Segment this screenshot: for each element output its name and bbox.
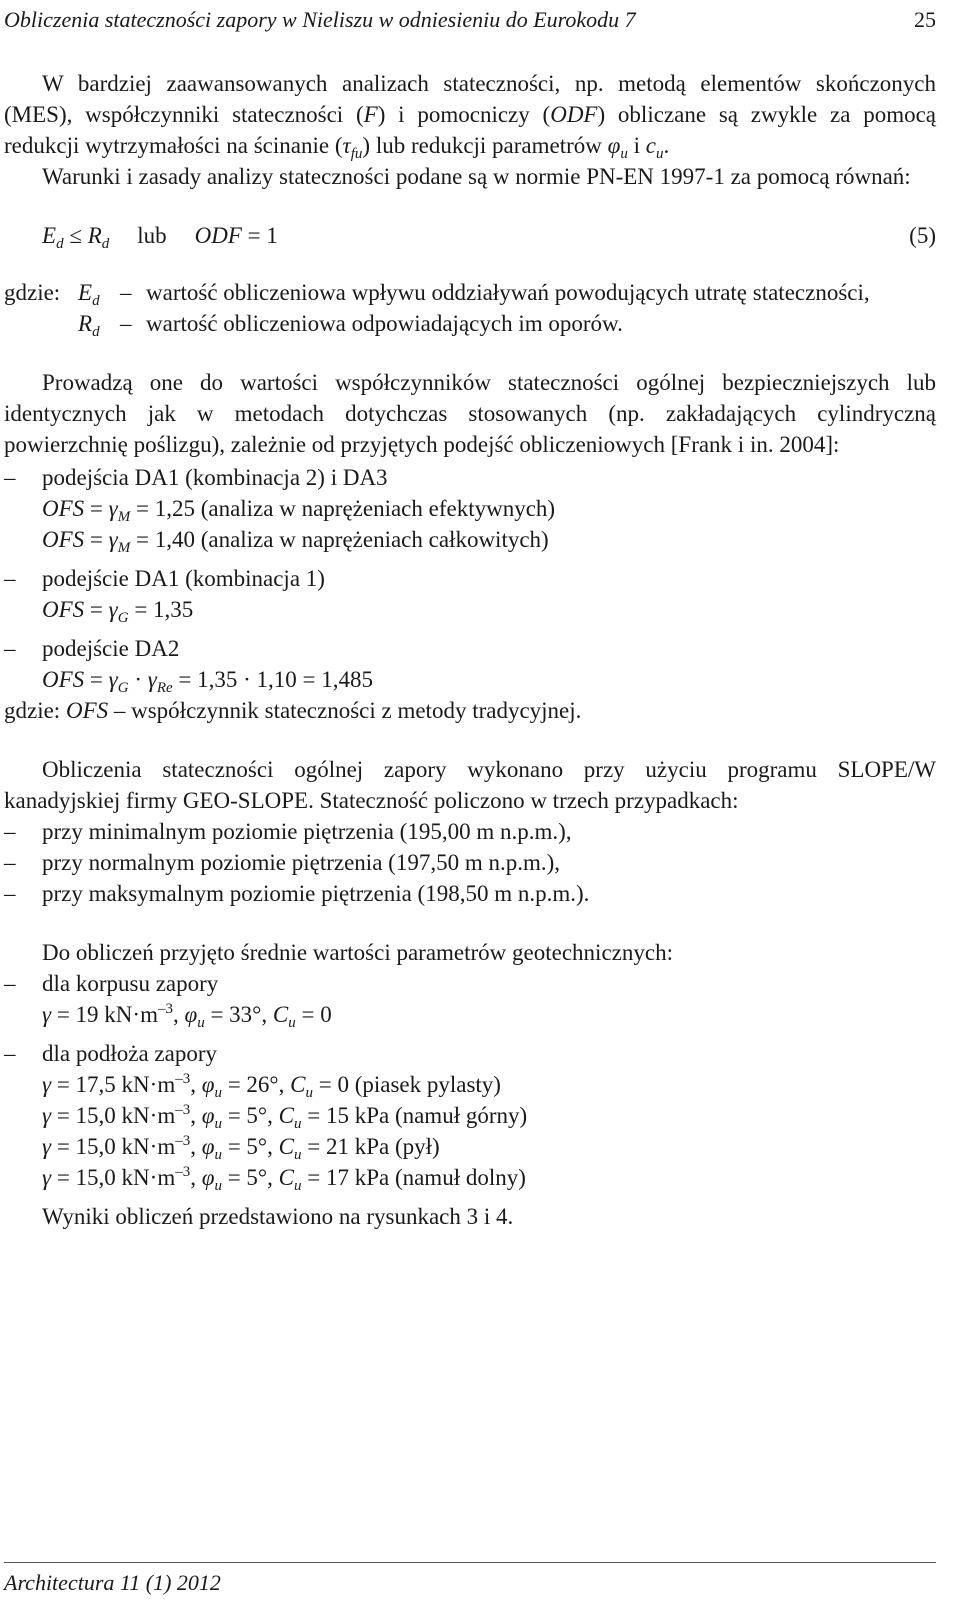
formula-line: OFS = $\gamma_M = 1,25$ (analiza w naprężeniach efektywnych)	[42, 496, 556, 525]
list-item: – przy maksymalnym poziomie piętrzenia (198,50 m n.p.m.).	[4, 881, 590, 906]
formula-line: γ = 17,5 $kN\cdot m^{-3}$, $\varphi_u = 26^\circ$, $C_u = 0$ (piasek pylasty)	[42, 1071, 501, 1101]
page-number: 25	[914, 7, 936, 32]
running-title: Obliczenia stateczności zapory w Nieliszu w odniesieniu do Eurokodu 7	[4, 7, 636, 32]
where-definition: wartość obliczeniowa wpływu oddziaływań powodujących utratę stateczności,	[146, 280, 870, 305]
approach-list	[4, 462, 936, 695]
list-item: – podejście DA2	[4, 636, 180, 661]
closing-sentence: Wyniki obliczeń przedstawiono na rysunkach 3 i 4.	[42, 1204, 514, 1229]
list-item: – podejście DA1 (kombinacja 1)	[4, 566, 325, 591]
paragraph-approaches: Prowadzą one do wartości współczynników stateczności ogólnej bezpieczniejszych lub identycznych jak w metodach dotychczas stosowanych (np. zakładających cylindryczną powierzchnię poślizgu), zależnie od przyjętych podejść obliczeniowych [Frank i in. 2004]:	[4, 370, 936, 457]
running-header	[4, 0, 936, 44]
formula-line: γ = 15,0 $kN\cdot m^{-3}$, $\varphi_u = 5^\circ$, $C_u = 17$ kPa (namuł dolny)	[42, 1164, 526, 1194]
list-item: – dla podłoża zapory	[4, 1041, 217, 1066]
formula-line: γ = 15,0 $kN\cdot m^{-3}$, $\varphi_u = 5^\circ$, $C_u = 15$ kPa (namuł górny)	[42, 1102, 528, 1132]
paragraph-intro: W bardziej zaawansowanych analizach stateczności, np. metodą elementów skończonych (MES), współczynniki stateczności (F) i pomocniczy (ODF) obliczane są zwykle za pomocą redukcji wytrzymałości na ścinanie $(\tau_{fu})$ lub redukcji parametrów $\varphi_u$ i $c_u$.	[4, 71, 936, 162]
formula-line: γ = 15,0 $kN\cdot m^{-3}$, $\varphi_u = 5^\circ$, $C_u = 21$ kPa (pył)	[42, 1133, 440, 1163]
cases-list	[4, 816, 936, 909]
paragraph-params: Do obliczeń przyjęto średnie wartości parametrów geotechnicznych:	[42, 940, 673, 965]
running-footer: Architectura 11 (1) 2012	[4, 1562, 936, 1598]
list-item: – podejścia DA1 (kombinacja 2) i DA3	[4, 465, 388, 490]
formula-line: OFS = $\gamma_G = 1,35$	[42, 597, 194, 626]
paragraph-conditions: Warunki i zasady analizy stateczności podane są w normie PN-EN 1997-1 za pomocą równań:	[42, 164, 911, 189]
formula-line: OFS = $\gamma_M = 1,40$ (analiza w naprężeniach całkowitych)	[42, 527, 549, 556]
where-label: gdzie:	[4, 280, 61, 305]
params-list	[4, 968, 936, 1193]
where-symbol: $R_d$	[78, 311, 100, 340]
formula-line: OFS = $\gamma_G \cdot \gamma_{Re} = 1,35 \cdot 1,10 = 1,485$	[42, 667, 374, 696]
where-symbol: $E_d$	[78, 280, 100, 309]
list-item: – przy normalnym poziomie piętrzenia (197,50 m n.p.m.),	[4, 850, 561, 875]
where-list-1: gdzie: $E_d$ – wartość obliczeniowa wpływu oddziaływań powodujących utratę stateczności, $R_d$ – wartość obliczeniowa odpowiadających im oporów.	[4, 277, 936, 339]
list-item: – przy minimalnym poziomie piętrzenia (195,00 m n.p.m.),	[4, 819, 572, 844]
paragraph-slope: Obliczenia stateczności ogólnej zapory wykonano przy użyciu programu SLOPE/W kanadyjskiej firmy GEO-SLOPE. Stateczność policzono w trzech przypadkach:	[4, 757, 936, 813]
equation-number: (5)	[909, 223, 936, 248]
equation-5: $E_d \le R_d$ lub ODF = 1 (5)	[4, 220, 936, 251]
formula-line: γ = 19 $kN\cdot m^{-3}$, $\varphi_u = 33^\circ$, $C_u = 0$	[42, 1001, 332, 1031]
body-text	[4, 68, 936, 1232]
where-definition: wartość obliczeniowa odpowiadających im oporów.	[146, 311, 623, 336]
page	[4, 0, 936, 1610]
list-item: – dla korpusu zapory	[4, 971, 219, 996]
where-ofs: gdzie: OFS – współczynnik stateczności z metody tradycyjnej.	[4, 698, 582, 723]
